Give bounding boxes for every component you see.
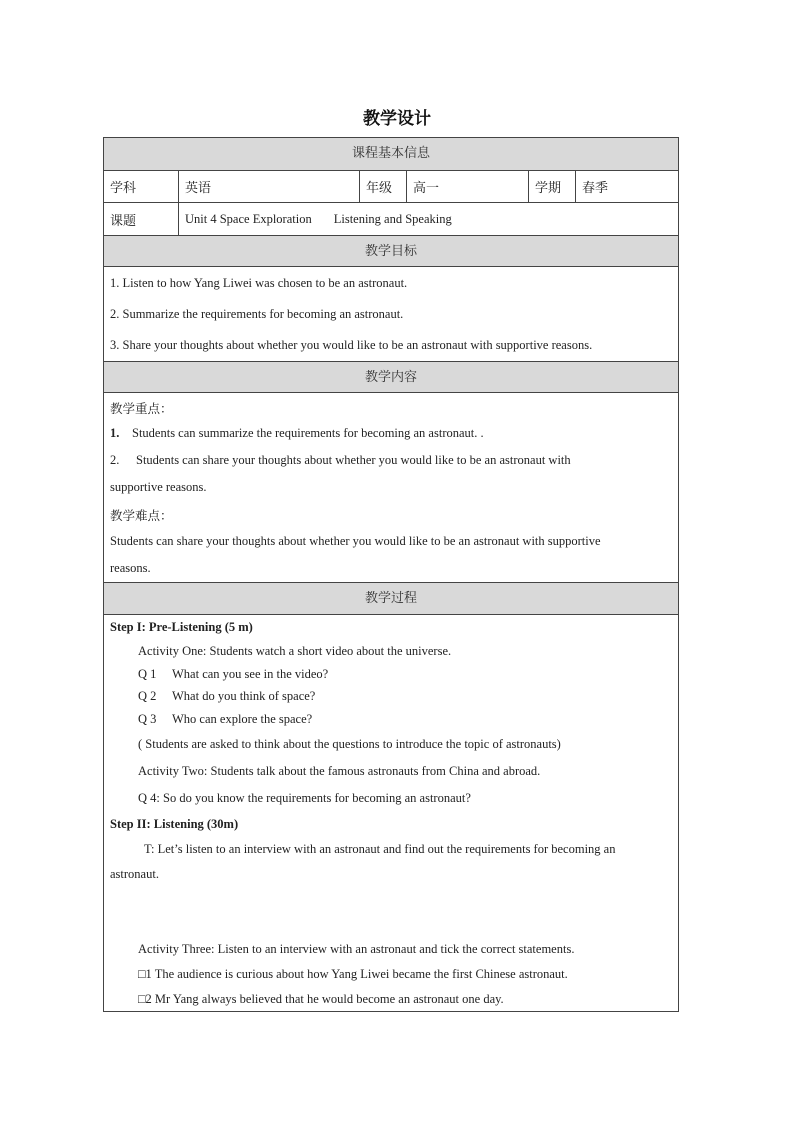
key-point-2-number: 2. [110,453,120,467]
topic-lesson: Listening and Speaking [333,211,452,226]
activity-three: Activity Three: Listen to an interview with an astronaut and tick the correct statements. [138,942,575,956]
teacher-prompt: T: Let’s listen to an interview with an astronaut and find out the requirements for becoming an [144,842,616,856]
difficult-points-label: 教学难点： [110,508,173,523]
topic-label: 课题 [110,213,137,229]
grade-label: 年级 [359,171,406,202]
grade-value: 高一 [406,171,528,202]
section-header-goals: 教学目标 [104,235,678,266]
goals-body [104,266,678,361]
difficult-point-continued: reasons. [110,561,151,575]
step-1-heading: Step I: Pre-Listening (5 m) [110,620,253,634]
question-4: Q 4: So do you know the requirements for becoming an astronaut? [138,791,471,805]
section-header-content: 教学内容 [104,361,678,392]
question-text: What can you see in the video? [172,667,329,681]
goal-item: 1. Listen to how Yang Liwei was chosen to be an astronaut. [110,276,408,290]
key-point-2 [110,453,571,468]
document-title: 教学设计 [363,109,431,129]
section-header-process: 教学过程 [104,582,678,614]
activity-one: Activity One: Students watch a short video about the universe. [138,644,452,658]
activity-two: Activity Two: Students talk about the famous astronauts from China and abroad. [138,764,541,778]
key-point-1-text: Students can summarize the requirements for becoming an astronaut. . [132,426,484,440]
info-row-subject [104,170,678,202]
checklist-item: □1 The audience is curious about how Yang Liwei became the first Chinese astronaut. [138,967,568,981]
question-text: What do you think of space? [172,689,316,703]
teacher-prompt-continued: astronaut. [110,867,159,881]
key-point-1-number: 1. [110,426,120,440]
term-label: 学期 [528,171,575,202]
process-note: ( Students are asked to think about the questions to introduce the topic of astronauts) [138,737,561,751]
checklist-item: □2 Mr Yang always believed that he would become an astronaut one day. [138,992,504,1006]
topic-unit: Unit 4 Space Exploration [185,211,312,226]
goal-item: 3. Share your thoughts about whether you would like to be an astronaut with supportive reasons. [110,338,593,352]
info-row-topic [104,202,678,235]
subject-value: 英语 [178,171,359,202]
subject-label: 学科 [110,181,137,196]
process-body [104,614,678,1011]
key-point-2-continued: supportive reasons. [110,480,207,494]
step-2-heading: Step II: Listening (30m) [110,817,239,831]
content-body [104,392,678,582]
goal-item: 2. Summarize the requirements for becoming an astronaut. [110,307,404,321]
term-value: 春季 [575,171,678,202]
question-number: Q 3 [138,712,157,726]
key-point-1 [110,426,484,441]
question-number: Q 1 [138,667,157,681]
lesson-plan-table [103,137,679,1012]
key-point-2-text: Students can share your thoughts about whether you would like to be an astronaut with [136,453,571,467]
question-number: Q 2 [138,689,157,703]
key-points-label: 教学重点： [110,401,173,416]
question-text: Who can explore the space? [172,712,313,726]
section-header-basic-info: 课程基本信息 [104,138,678,170]
difficult-point: Students can share your thoughts about whether you would like to be an astronaut with supportive [110,534,601,548]
topic-value [178,203,678,235]
